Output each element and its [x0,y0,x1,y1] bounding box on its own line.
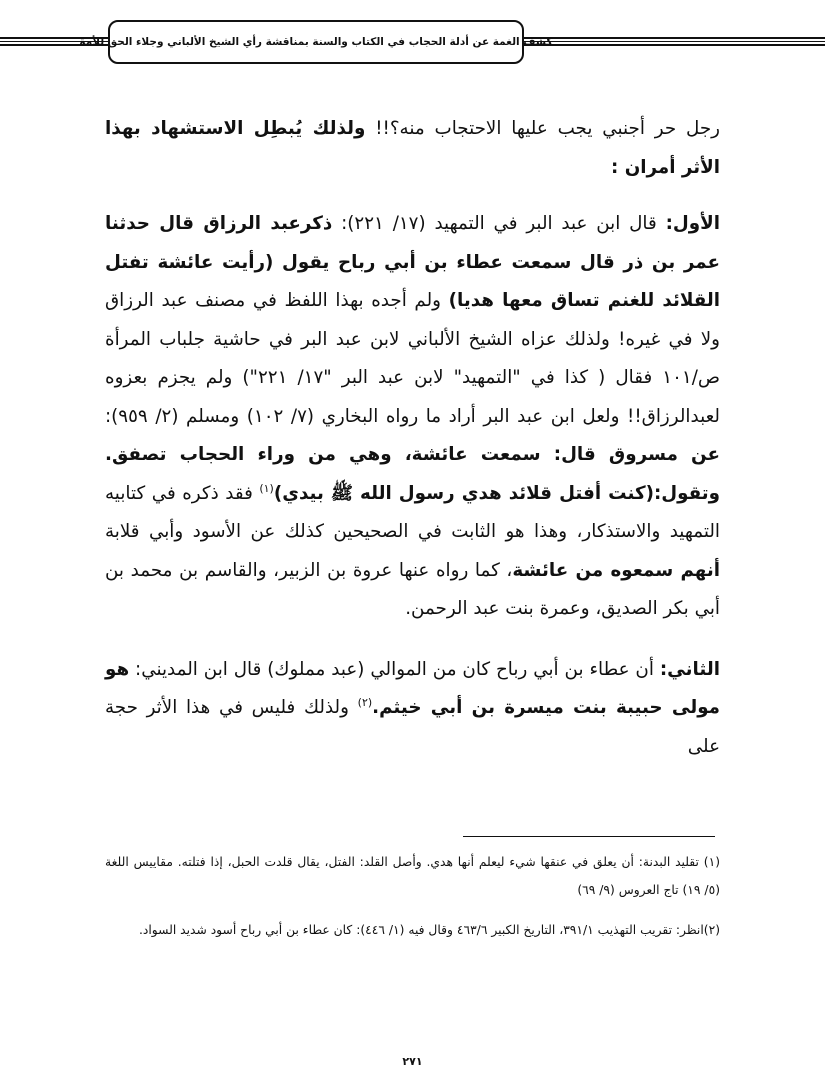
running-header [79,20,553,64]
paragraph-2-text-4: ، كما رواه عنها عروة بن الزبير، والقاسم بن محمد بن أبي بكر الصديق، وعمرة بنت عبد الرحمن. [105,559,720,619]
paragraph-3-text-1: أن عطاء بن أبي رباح كان من الموالي (عبد مملوك) قال ابن المديني: [129,658,660,680]
paragraph-2-label: الأول: [665,213,720,234]
paragraph-3 [105,651,720,767]
paragraph-2-text-1: قال ابن عبد البر في التمهيد (١٧/ ٢٢١): [332,213,666,234]
footnote-separator [463,836,715,837]
footnote-ref-1: (١) [259,481,274,495]
paragraph-1-text: رجل حر أجنبي يجب عليها الاحتجاب منه؟!! [365,118,720,139]
paragraph-1 [105,110,720,187]
paragraph-1-bold: ولذلك يُبطِل الاستشهاد بهذا الأثر أمران : [105,118,720,178]
paragraph-3-text-2: ولذلك فليس في هذا الأثر حجة على [105,697,720,757]
paragraph-2-text-2: ولم أجده بهذا اللفظ في مصنف عبد الرزاق ولا في غيره! ولذلك عزاه الشيخ الألباني لابن عبد البر في حاشية جلباب المرأة ص/١٠١ فقال ( كذا في "التمهيد" لابن عبد البر "١٧/ ٢٢١") ولم يجزم بعزوه لعبدالرزاق!! ولعل ابن عبد البر أراد ما رواه البخاري (٧/ ١٠٢) ومسلم (٢/ ٩٥٩): [105,290,720,427]
paragraph-3-bold-1: هو مولى حبيبة بنت ميسرة بن أبي خيثم. [105,658,720,718]
running-header-title: كشف الغمة عن أدلة الحجاب في الكتاب والسنة بمناقشة رأي الشيخ الألباني وجلاء الحق للأمة [79,36,553,48]
main-text [105,110,720,784]
footnotes [105,848,720,956]
page-number: ٢٧١ [402,1055,423,1068]
paragraph-2-bold-2: عن مسروق قال: سمعت عائشة، وهي من وراء الحجاب تصفق. وتقول:(كنت أفتل قلائد هدي رسول الله ﷺ بيدي) [105,444,720,504]
paragraph-3-label: الثاني: [659,658,720,680]
footnote-1: (١) تقليد البدنة: أن يعلق في عنقها شيء ليعلم أنها هدي. وأصل القلد: الفتل، يقال قلدت الحبل، إذا فتلته. مقاييس اللغة (٥/ ١٩) تاج العروس (٩/ ٦٩) [105,855,720,897]
paragraph-2-text-3: فقد ذكره في كتابيه التمهيد والاستذكار، وهذا هو الثابت في الصحيحين كذلك عن الأسود وأبي قلابة [105,482,720,542]
paragraph-2-bold-3: أنهم سمعوه من عائشة [512,559,720,581]
paragraph-2-bold-1: ذكرعبد الرزاق قال حدثنا عمر بن ذر قال سمعت عطاء بن أبي رباح يقول (رأيت عائشة تفتل القلائد للغنم تساق معها هديا) [105,213,720,311]
footnote-2: (٢)انظر: تقريب التهذيب ٣٩١/١، التاريخ الكبير ٤٦٣/٦ وقال فيه (١/ ٤٤٦): كان عطاء بن أبي رباح أسود شديد السواد. [138,923,720,937]
paragraph-2 [105,205,720,629]
footnote-ref-2: (٢) [357,695,373,709]
